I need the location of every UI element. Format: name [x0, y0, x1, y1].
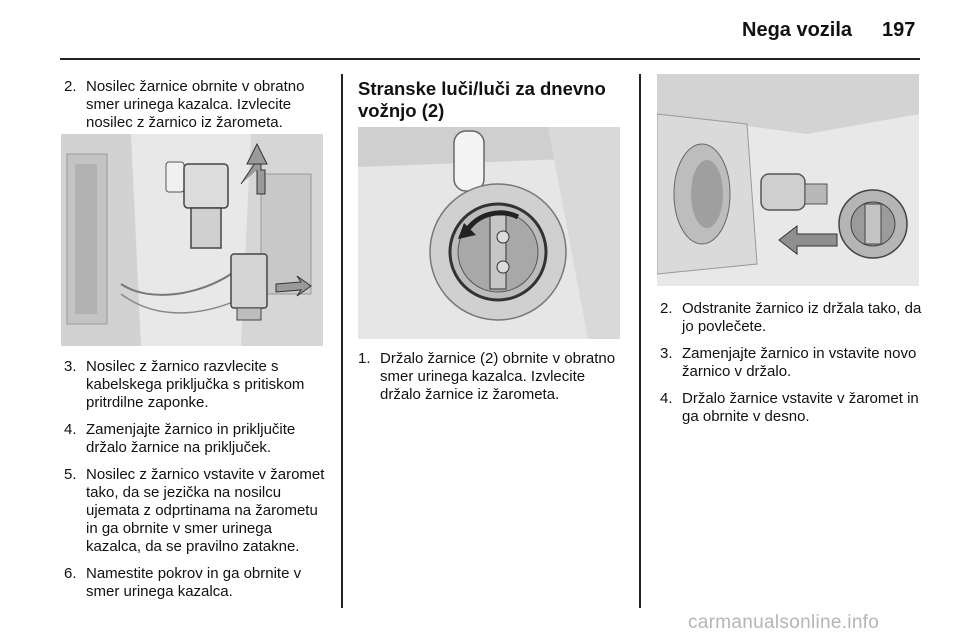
- step-text: Nosilec žarnice obrnite v obratno smer urinega kazalca. Izvlecite nosilec z žarnico iz žarometa.: [86, 78, 305, 131]
- step-item: [64, 565, 326, 601]
- step-text: Odstranite žarnico iz držala tako, da jo povlečete.: [682, 300, 922, 335]
- step-number: 4.: [660, 390, 673, 407]
- step-text: Držalo žarnice (2) obrnite v obratno smer urinega kazalca. Izvlecite držalo žarnice iz žarometa.: [380, 350, 616, 403]
- step-text: Zamenjajte žarnico in vstavite novo žarnico v držalo.: [682, 345, 917, 380]
- step-item: [660, 390, 926, 426]
- figure-bulb-holder-connector: [61, 134, 323, 346]
- left-column-bottom-text: [64, 358, 326, 610]
- header-rule: [60, 58, 920, 60]
- step-text: Nosilec z žarnico vstavite v žaromet tako, da se jezička na nosilcu ujemata z odprtinama na žarometu in ga obrnite v smer urinega kazalca, da se pravilno zatakne.: [86, 466, 325, 555]
- bulb-removal-illustration: [657, 74, 919, 286]
- column-divider-left: [341, 74, 343, 608]
- step-text: Držalo žarnice vstavite v žaromet in ga obrnite v desno.: [682, 390, 919, 425]
- figure-bulb-removal: [657, 74, 919, 286]
- step-item: [64, 466, 326, 556]
- step-number: 2.: [660, 300, 673, 317]
- header-title: Nega vozila: [742, 19, 853, 41]
- step-text: Namestite pokrov in ga obrnite v smer urinega kazalca.: [86, 565, 302, 600]
- step-item: [64, 358, 326, 412]
- step-item: [64, 421, 326, 457]
- step-number: 4.: [64, 421, 77, 438]
- step-number: 5.: [64, 466, 77, 483]
- column-divider-right: [639, 74, 641, 608]
- middle-steps: [358, 350, 620, 404]
- left-bottom-steps: [64, 358, 326, 601]
- step-item: [358, 350, 620, 404]
- step-number: 1.: [358, 350, 371, 367]
- step-item: [660, 300, 926, 336]
- figure-side-light-holder: [358, 127, 620, 339]
- left-column-top-text: [64, 78, 326, 141]
- step-number: 3.: [64, 358, 77, 375]
- step-item: [660, 345, 926, 381]
- step-item: [64, 78, 326, 132]
- side-light-illustration: [358, 127, 620, 339]
- step-number: 2.: [64, 78, 77, 95]
- right-column-text: [660, 300, 926, 435]
- step-text: Nosilec z žarnico razvlecite s kabelskega priključka s pritiskom pritrdilne zaponke.: [86, 358, 305, 411]
- left-top-steps: [64, 78, 326, 132]
- section-title: Stranske luči/luči za dnevno vožnjo (2): [358, 78, 606, 121]
- middle-column-heading: [358, 78, 620, 122]
- middle-column-text: [358, 350, 620, 413]
- step-number: 3.: [660, 345, 673, 362]
- step-text: Zamenjajte žarnico in priključite držalo žarnice na priključek.: [86, 421, 296, 456]
- page-number: 197: [882, 19, 916, 41]
- step-number: 6.: [64, 565, 77, 582]
- watermark: carmanualsonline.info: [688, 612, 880, 633]
- right-steps: [660, 300, 926, 426]
- bulb-holder-illustration: [61, 134, 323, 346]
